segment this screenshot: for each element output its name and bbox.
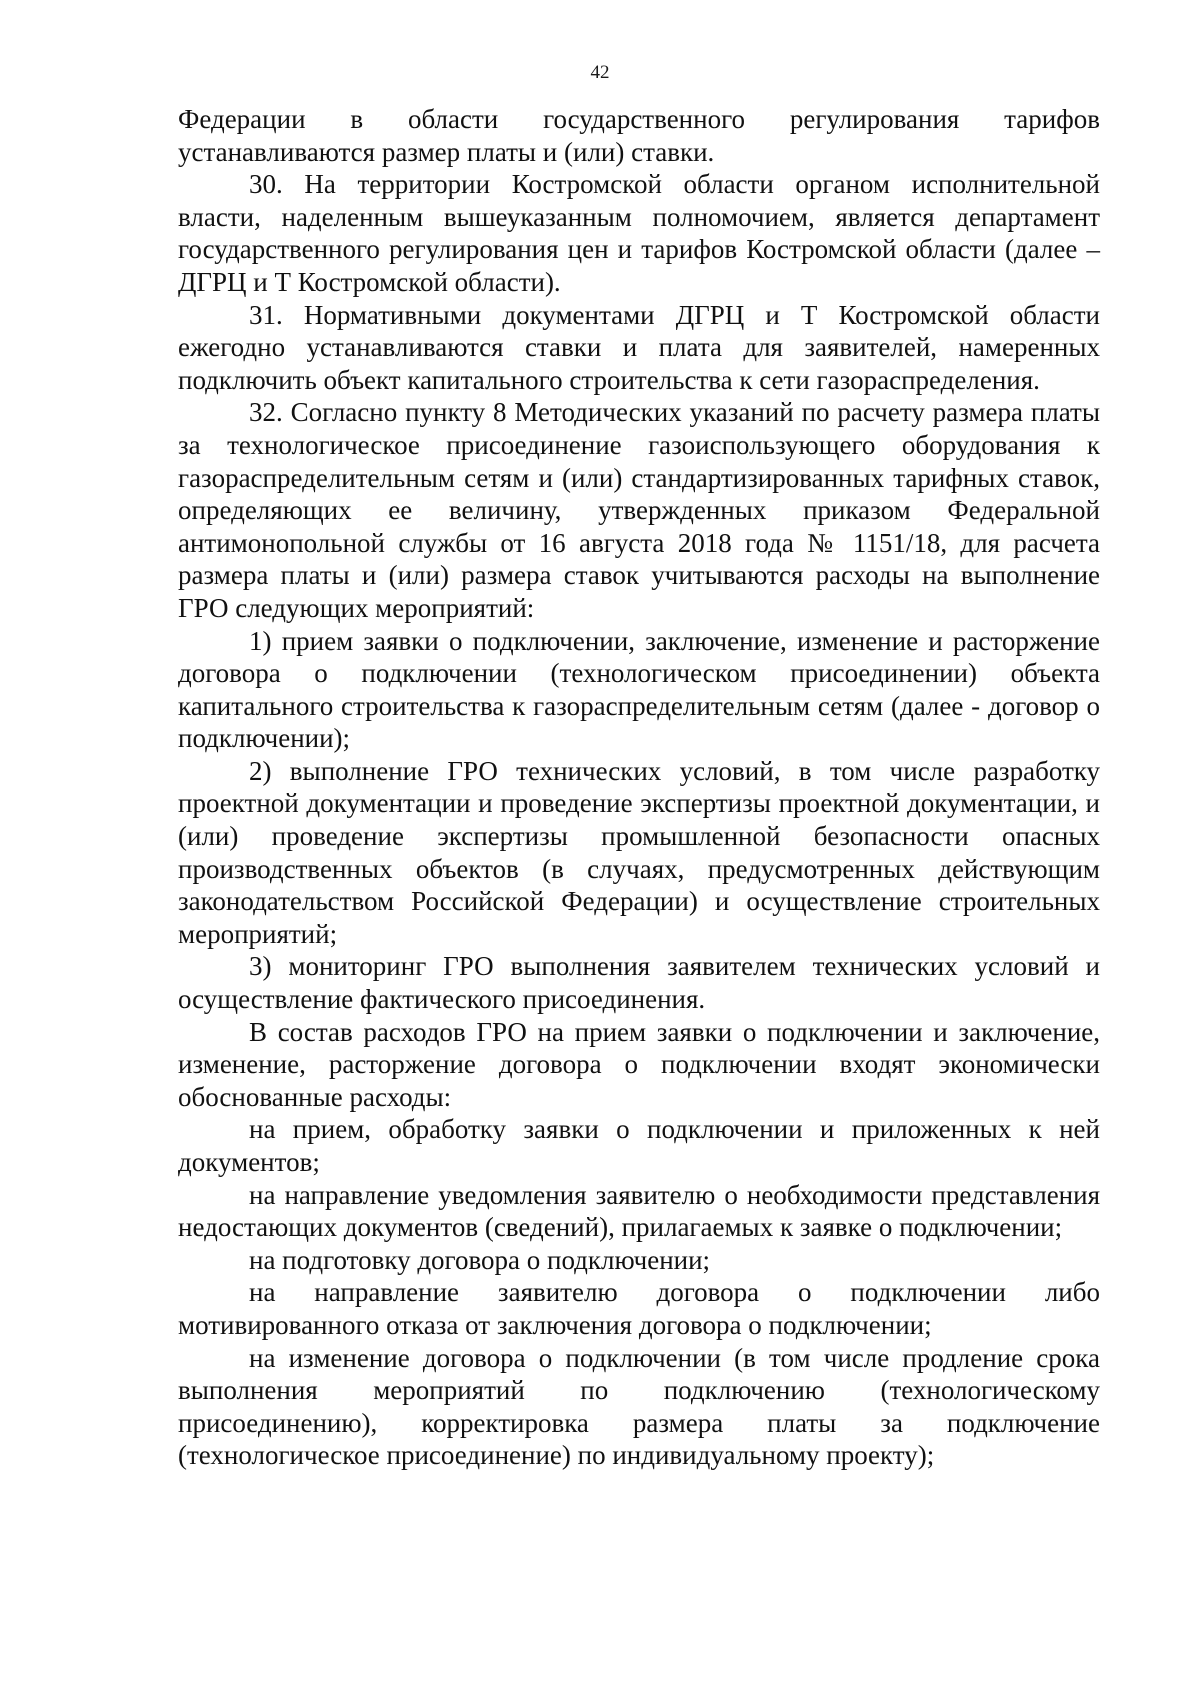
- paragraph-30: 30. На территории Костромской области органом исполнительной власти, наделенным вышеуказанным полномочием, является департамент государственного регулирования цен и тарифов Костромской области (далее – ДГРЦ и Т Костромской области).: [178, 169, 1100, 297]
- paragraph-tariff-continuation: Федерации в области государственного регулирования тарифов устанавливаются размер платы и (или) ставки.: [178, 104, 1100, 167]
- expense-item-preparation: на подготовку договора о подключении;: [249, 1244, 711, 1275]
- list-item-2: 2) выполнение ГРО технических условий, в том числе разработку проектной документации и проведение экспертизы проектной документации, и (или) проведение экспертизы промышленной безопасности опасных производственных объектов (в случаях, предусмотренных действующим законодательством Российской Федерации) и осуществление строительных мероприятий;: [178, 755, 1100, 949]
- page-number: 42: [590, 62, 610, 83]
- paragraph-32: 32. Согласно пункту 8 Методических указаний по расчету размера платы за технологическое присоединение газоиспользующего оборудования к газораспределительным сетям и (или) стандартизированных тарифных ставок, определяющих ее величину, утвержденных приказом Федеральной антимонопольной службы от 16 августа 2018 года № 1151/18, для расчета размера платы и (или) размера ставок учитываются расходы на выполнение ГРО следующих мероприятий:: [178, 397, 1100, 623]
- expense-item-notification: на направление уведомления заявителю о необходимости представления недостающих документов (сведений), прилагаемых к заявке о подключении;: [178, 1179, 1100, 1243]
- expense-item-amendment: на изменение договора о подключении (в том числе продление срока выполнения мероприятий по подключению (технологическому присоединению), корректировка размера платы за подключение (технологическое присоединение) по индивидуальному проекту);: [178, 1342, 1100, 1471]
- paragraph-expenses-intro: В состав расходов ГРО на прием заявки о подключении и заключение, изменение, расторжение договора о подключении входят экономически обоснованные расходы:: [178, 1016, 1100, 1112]
- expense-item-reception: на прием, обработку заявки о подключении и приложенных к ней документов;: [178, 1114, 1100, 1177]
- paragraph-31: 31. Нормативными документами ДГРЦ и Т Костромской области ежегодно устанавливаются ставки и плата для заявителей, намеренных подключить объект капитального строительства к сети газораспределения.: [178, 299, 1100, 395]
- list-item-3: 3) мониторинг ГРО выполнения заявителем технических условий и осуществление фактического присоединения.: [178, 951, 1100, 1015]
- expense-item-sending: на направление заявителю договора о подключении либо мотивированного отказа от заключения договора о подключении;: [178, 1277, 1100, 1340]
- list-item-1: 1) прием заявки о подключении, заключение, изменение и расторжение договора о подключении (технологическом присоединении) объекта капитального строительства к газораспределительным сетям (далее - договор о подключении);: [178, 625, 1100, 754]
- document-body: [178, 103, 1100, 1472]
